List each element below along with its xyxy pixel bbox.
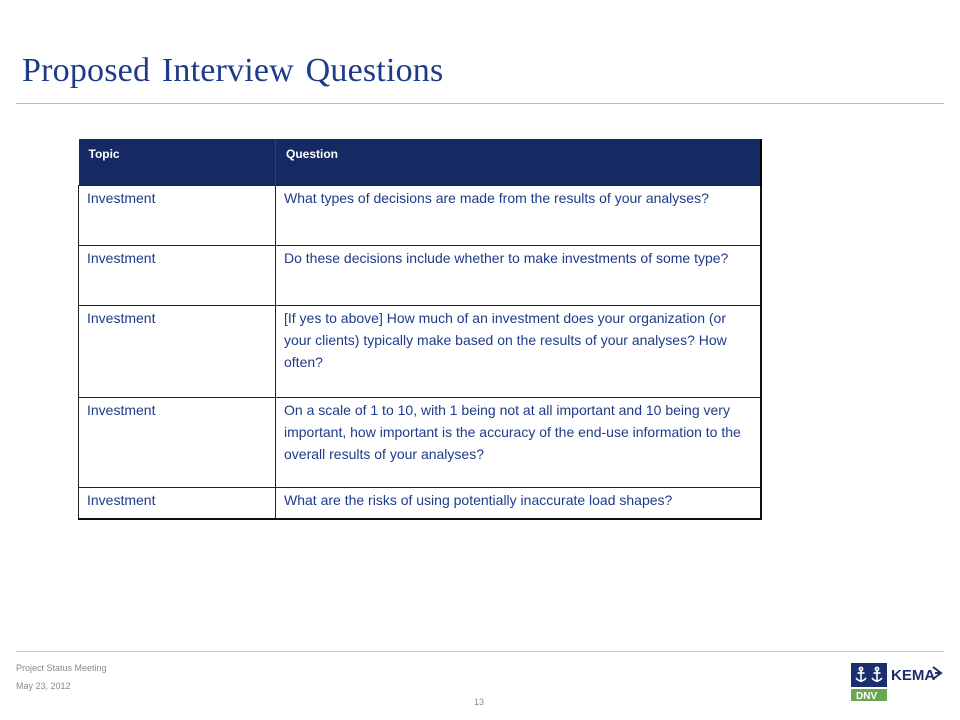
header-question: Question (276, 139, 761, 185)
kema-dnv-logo (851, 663, 943, 703)
question-cell: On a scale of 1 to 10, with 1 being not at all important and 10 being very important, how important is the accuracy of the end-use information to the overall results of your analyses? (276, 397, 761, 487)
question-cell: What are the risks of using potentially inaccurate load shapes? (276, 487, 761, 519)
header-topic: Topic (79, 139, 276, 185)
footer-meeting: Project Status Meeting (16, 663, 107, 673)
page-number: 13 (474, 697, 485, 707)
interview-questions-table (78, 139, 762, 520)
table-header-row (79, 139, 761, 185)
table-row (79, 305, 761, 397)
question-cell: Do these decisions include whether to make investments of some type? (276, 245, 761, 305)
topic-cell: Investment (79, 487, 276, 519)
topic-cell: Investment (79, 185, 276, 245)
footer-date: May 23, 2012 (16, 681, 71, 691)
topic-cell: Investment (79, 245, 276, 305)
question-cell: What types of decisions are made from the results of your analyses? (276, 185, 761, 245)
title-divider (16, 103, 944, 104)
logo-brand: KEMA (891, 667, 936, 684)
page-title: Proposed Interview Questions (22, 52, 444, 89)
footer-divider (16, 651, 944, 652)
table-row (79, 487, 761, 519)
logo-emblem-bg-icon (851, 663, 887, 687)
topic-cell: Investment (79, 397, 276, 487)
logo-sub: DNV (856, 691, 878, 702)
question-cell: [If yes to above] How much of an investment does your organization (or your clients) typically make based on the results of your analyses? How often? (276, 305, 761, 397)
table-row (79, 397, 761, 487)
topic-cell: Investment (79, 305, 276, 397)
table-row (79, 245, 761, 305)
table-row (79, 185, 761, 245)
